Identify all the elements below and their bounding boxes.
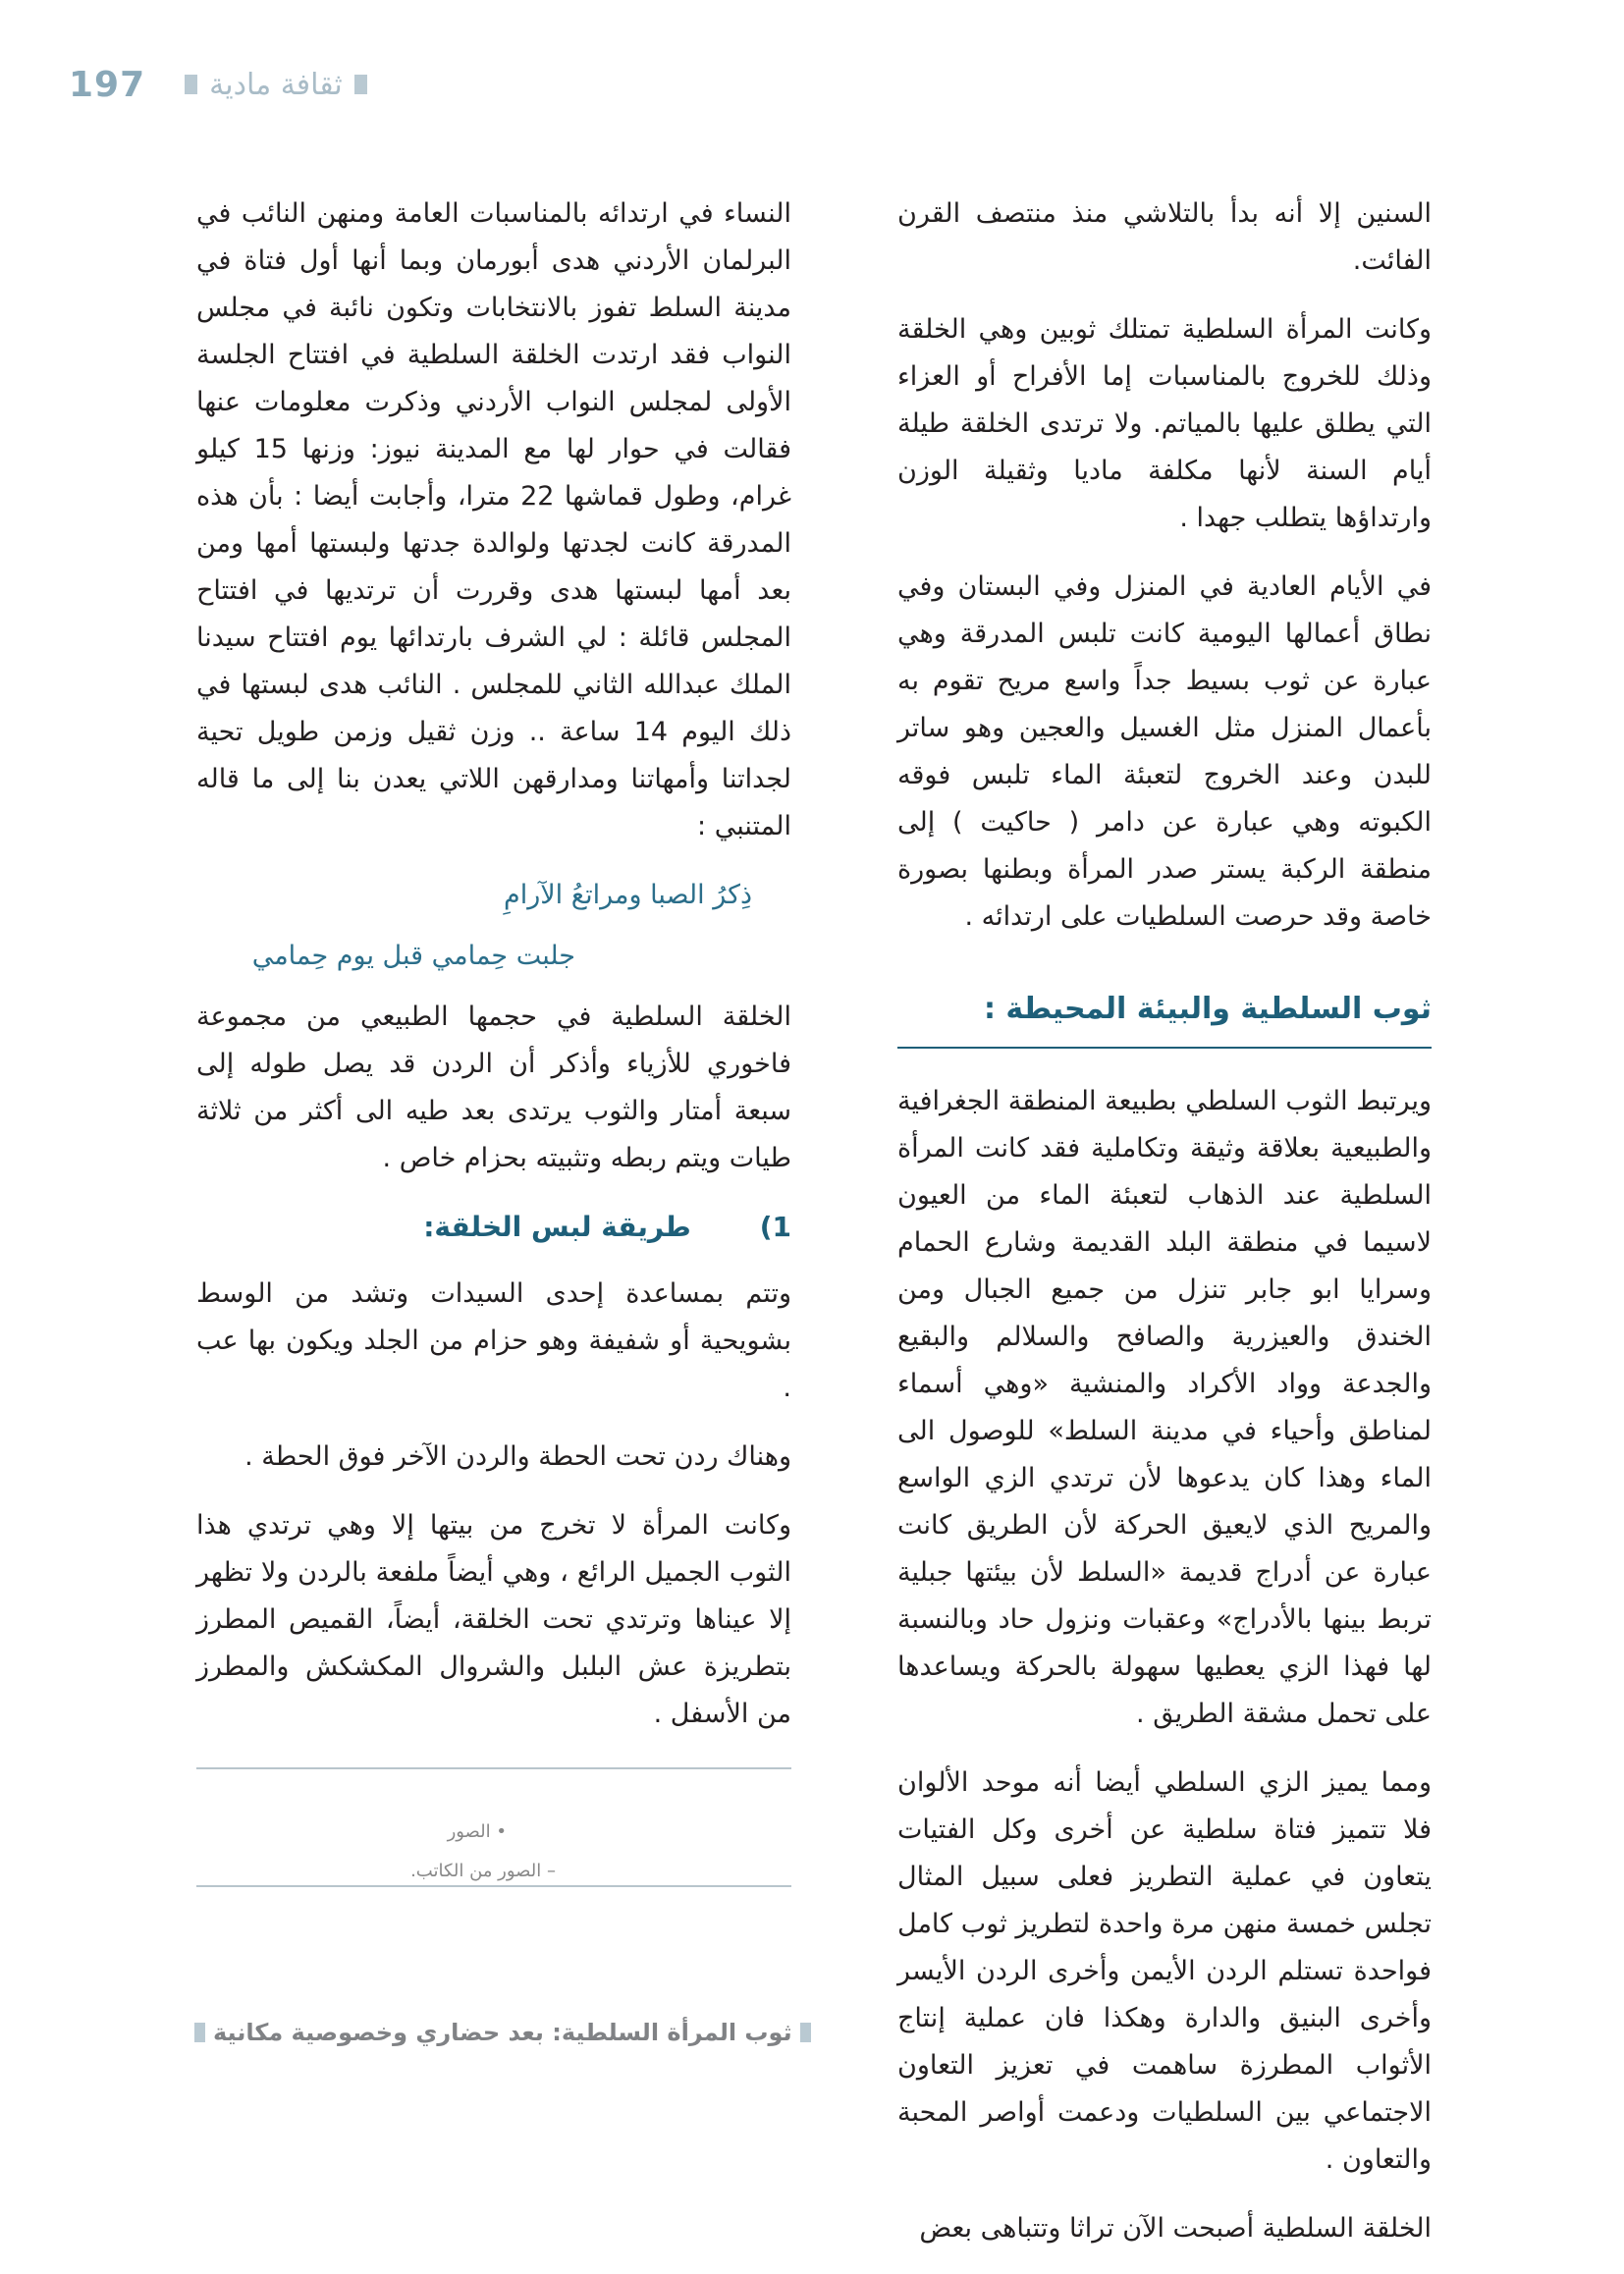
paragraph: الخلقة السلطية أصبحت الآن تراثا وتتباهى بعض [919,2213,1432,2244]
poem-line: جلبت حِمامي قبل يوم حِمامي [251,941,575,971]
page-number: 197 [69,64,146,105]
paragraph: ومما يميز الزي السلطي أيضا أنه موحد الألوان فلا تتميز فتاة سلطية عن أخرى وكل الفتيات يتعاون في عملية التطريز فعلى سبيل المثال تجلس خمسة منهن مرة واحدة لتطريز ثوب كامل فواحدة تستلم الردن الأيمن وأخرى الردن الأيسر وأخرى البنيق والدارة وهكذا فان عملية إنتاج الأثواب المطرزة ساهمت في تعزيز التعاون الاجتماعي بين السلطيات ودعمت أواصر المحبة والتعاون . [897,1767,1432,2175]
sources-box [196,1769,791,1885]
sources-title: • الصور [447,1821,507,1842]
page-footer [194,2019,811,2046]
paragraph: وكانت المرأة لا تخرج من بيتها إلا وهي ترتدي هذا الثوب الجميل الرائع ، وهي أيضاً ملفعة بالردن ولا تظهر إلا عيناها وترتدي تحت الخلقة، أيضاً، القميص المطرز بتطريزة عش البلبل والشروال المكشكش والمطرز من الأسفل . [196,1510,791,1729]
paragraph: النساء في ارتدائه بالمناسبات العامة ومنهن النائب في البرلمان الأردني هدى أبورمان وبما أنها أول فتاة في مدينة السلط تفوز بالانتخابات وتكون نائبة في مجلس النواب فقد ارتدت الخلقة السلطية في افتتاح الجلسة الأولى لمجلس النواب الأردني وذكرت معلومات عنها فقالت في حوار لها مع المدينة نيوز: وزنها 15 كيلو غرام، وطول قماشها 22 مترا، وأجابت أيضا : بأن هذه المدرقة كانت لجدتها ولوالدة جدتها ولبستها أمها ومن بعد أمها لبستها هدى وقررت أن ترتديها في افتتاح المجلس قائلة : لي الشرف بارتدائها يوم افتتاح سيدنا الملك عبدالله الثاني للمجلس . النائب هدى لبستها في ذلك اليوم 14 ساعة .. وزن ثقيل وزمن طويل تحية لجداتنا وأمهاتنا ومدارقهن اللاتي يعدن بنا إلى ما قاله المتنبي : [196,198,791,841]
square-bullet-icon [185,75,197,94]
paragraph: وهناك ردن تحت الحطة والردن الآخر فوق الحطة . [244,1441,791,1472]
square-bullet-icon [354,75,367,94]
left-column [196,190,791,1887]
right-column [897,190,1432,2274]
paragraph: السنين إلا أنه بدأ بالتلاشي منذ منتصف القرن الفائت. [897,198,1432,276]
section-title-text: ثقافة مادية [209,67,343,102]
subheading-text: طريقة لبس الخلقة: [423,1211,691,1243]
section-title [185,68,367,102]
sources-item: – الصور من الكاتب. [410,1861,556,1881]
paragraph: في الأيام العادية في المنزل وفي البستان وفي نطاق أعمالها اليومية كانت تلبس المدرقة وهي عبارة عن ثوب بسيط جداً واسع مريح تقوم به بأعمال المنزل مثل الغسيل والعجين وهو ساتر للبدن وعند الخروج لتعبئة الماء تلبس فوقه الكبوته وهي عبارة عن دامر ( حاكيت ) إلى منطقة الركبة يستر صدر المرأة وبطنها بصورة خاصة وقد حرصت السلطيات على ارتدائه . [897,571,1432,932]
paragraph: وتتم بمساعدة إحدى السيدات وتشد من الوسط بشويحية أو شفيفة وهو حزام من الجلد ويكون بها عب . [196,1278,791,1403]
subheading-number: 1) [759,1211,791,1243]
page-header [69,63,367,106]
square-bullet-icon [194,2023,205,2042]
subheading [196,1204,791,1251]
poem-line: ذِكرُ الصبا ومراتعُ الآرامِ [504,880,752,910]
footer-title: ثوب المرأة السلطية: بعد حضاري وخصوصية مكانية [213,2019,792,2046]
paragraph: وكانت المرأة السلطية تمتلك ثوبين وهي الخلقة وذلك للخروج بالمناسبات إما الأفراح أو العزاء التي يطلق عليها بالمياتم. ولا ترتدى الخلقة طيلة أيام السنة لأنها مكلفة ماديا وثقيلة الوزن وارتداؤها يتطلب جهدا . [897,314,1432,533]
paragraph: الخلقة السلطية في حجمها الطبيعي من مجموعة فاخوري للأزياء وأذكر أن الردن قد يصل طوله إلى سبعة أمتار والثوب يرتدى بعد طيه الى أكثر من ثلاثة طيات ويتم ربطه وتثبيته بحزام خاص . [196,1002,791,1173]
paragraph: ويرتبط الثوب السلطي بطبيعة المنطقة الجغرافية والطبيعية بعلاقة وثيقة وتكاملية فقد كانت المرأة السلطية عند الذهاب لتعبئة الماء من العيون لاسيما في منطقة البلد القديمة وشارع الحمام وسرايا ابو جابر تنزل من جميع الجبال ومن الخندق والعيزرية والصافح والسلالم والبقيع والجدعة وواد الأكراد والمنشية «وهي أسماء لمناطق وأحياء في مدينة السلط» للوصول الى الماء وهذا كان يدعوها لأن ترتدي الزي الواسع والمريح الذي لايعيق الحركة لأن الطريق كانت عبارة عن أدراج قديمة «السلط لأن بيئتها جبلية تربط بينها بالأدراج» وعقبات ونزول حاد وبالنسبة لها فهذا الزي يعطيها سهولة بالحركة ويساعدها على تحمل مشقة الطريق . [897,1086,1432,1729]
section-heading: ثوب السلطية والبيئة المحيطة : [897,986,1432,1049]
square-bullet-icon [800,2023,811,2042]
